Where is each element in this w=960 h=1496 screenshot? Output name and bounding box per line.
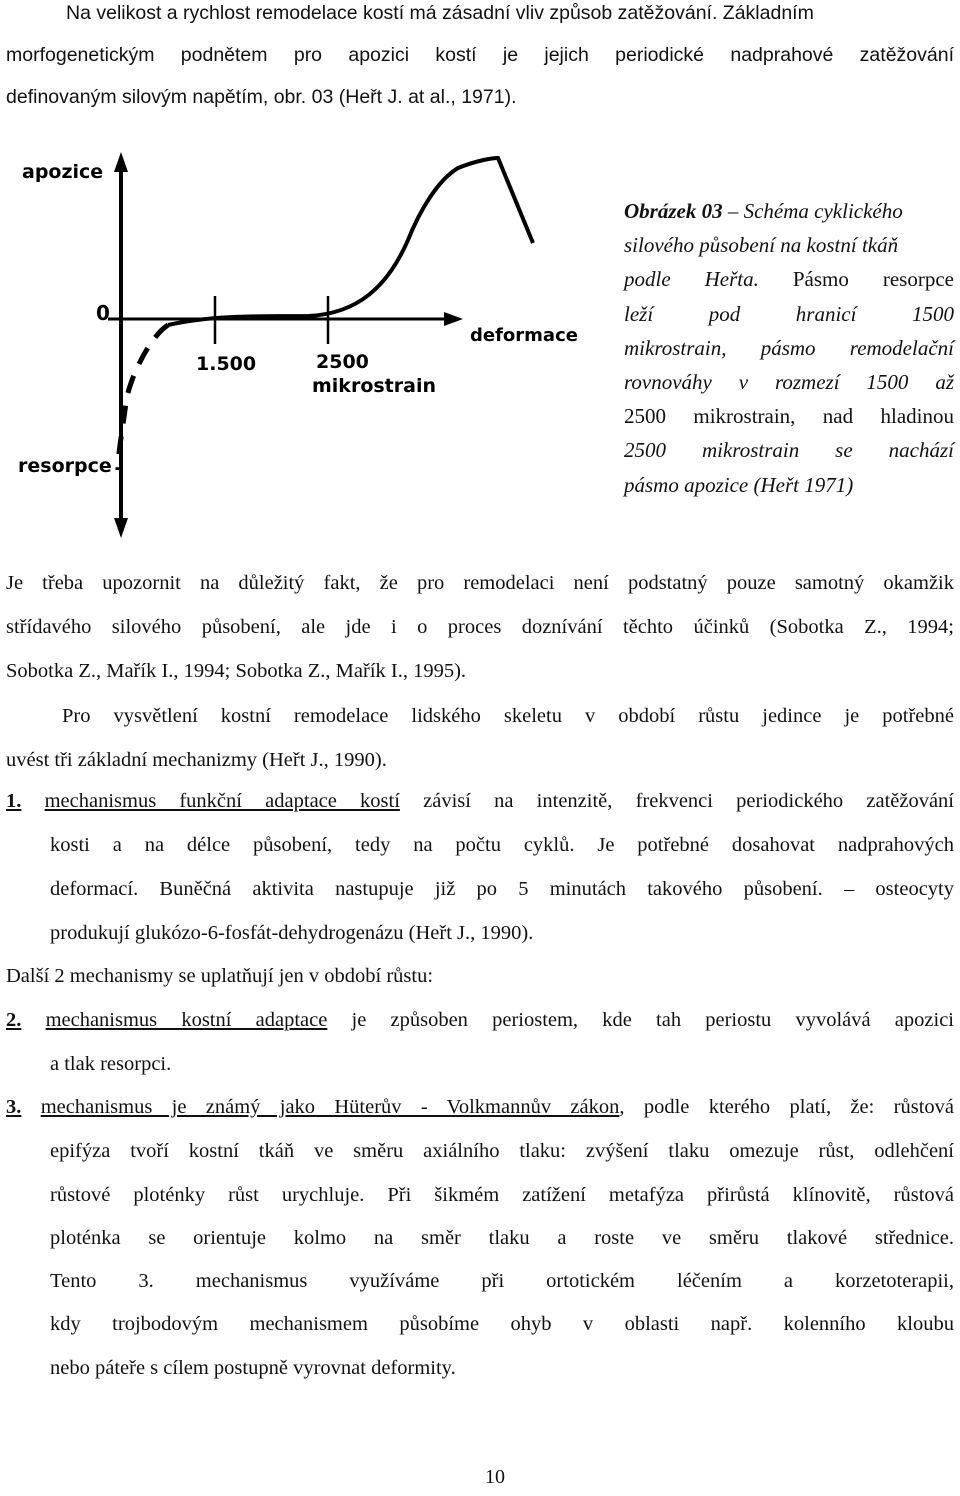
label-tick-2500: 2500 bbox=[316, 351, 369, 373]
caption-title-3: podle Heřta. bbox=[624, 267, 759, 292]
stress-curve bbox=[168, 158, 533, 325]
x-axis-arrow bbox=[444, 312, 463, 326]
label-deformace: deformace bbox=[470, 325, 578, 346]
m3-line-5: Tento 3. mechanismus využíváme při ortotickém léčením a korzetoterapii, bbox=[50, 1270, 954, 1292]
y-axis-arrow-up bbox=[114, 152, 128, 172]
figure-caption bbox=[624, 194, 954, 502]
page-number: 10 bbox=[485, 1466, 505, 1488]
m1-line-3: deformací. Buněčná aktivita nastupuje již po 5 minutách takového působení. – osteocyty bbox=[50, 878, 954, 900]
p2-line-3: Sobotka Z., Mařík I., 1994; Sobotka Z., Mařík I., 1995). bbox=[6, 660, 467, 682]
label-apozice: apozice bbox=[22, 161, 104, 183]
caption-desc-start: Pásmo resorpce bbox=[758, 267, 954, 292]
intro-line-1: Na velikost a rychlost remodelace kostí má zásadní vliv způsob zatěžování. Základním bbox=[66, 2, 814, 24]
p4-line-1: Další 2 mechanismy se uplatňují jen v období růstu: bbox=[6, 965, 434, 987]
caption-line-9: pásmo apozice (Heřt 1971) bbox=[624, 472, 854, 497]
p2-line-1: Je třeba upozornit na důležitý fakt, že pro remodelaci není podstatný pouze samotný okamžik bbox=[6, 572, 954, 594]
caption-line-7: 2500 mikrostrain, nad hladinou bbox=[624, 404, 954, 429]
m3-line-7: nebo páteře s cílem postupně vyrovnat deformity. bbox=[50, 1357, 456, 1379]
m2-line-2: a tlak resorpci. bbox=[50, 1053, 172, 1075]
caption-line-8: 2500 mikrostrain se nachází bbox=[624, 438, 954, 463]
m1-line-2: kosti a na délce působení, tedy na počtu cyklů. Je potřebné dosahovat nadprahových bbox=[50, 834, 954, 856]
caption-line-5: mikrostrain, pásmo remodelační bbox=[624, 335, 954, 360]
m3-title: mechanismus je známý jako Hüterův - Volkmannův zákon bbox=[40, 1096, 620, 1118]
caption-line-6: rovnováhy v rozmezí 1500 až bbox=[624, 370, 954, 395]
m3-line-1 bbox=[6, 1086, 954, 1129]
m3-line-2: epifýza tvoří kostní tkáň ve směru axiálního tlaku: zvýšení tlaku omezuje růst, odlehčení bbox=[50, 1140, 954, 1162]
m3-line-3: růstové ploténky růst urychluje. Při šikmém zatížení metafýza přirůstá klínovitě, růstová bbox=[50, 1184, 954, 1206]
y-axis-arrow-down bbox=[114, 518, 128, 538]
label-resorpce: resorpce bbox=[18, 455, 112, 477]
intro-line-3: definovaným silovým napětím, obr. 03 (Heřt J. at al., 1971). bbox=[6, 86, 517, 108]
label-mikrostrain: mikrostrain bbox=[312, 375, 436, 397]
m1-title: mechanismus funkční adaptace kostí bbox=[44, 790, 400, 812]
intro-line-2: morfogenetickým podnětem pro apozici kostí je jejich periodické nadprahové zatěžování bbox=[6, 44, 954, 66]
label-tick-1500: 1.500 bbox=[196, 353, 257, 375]
m3-number: 3. bbox=[6, 1096, 22, 1118]
m3-line-6: kdy trojbodovým mechanismem působíme ohyb v oblasti např. kolenního kloubu bbox=[50, 1313, 954, 1335]
m1-line-1 bbox=[6, 780, 954, 823]
caption-line-3 bbox=[624, 262, 954, 296]
m3-line-4: ploténka se orientuje kolmo na směr tlaku a roste ve směru tlakové střednice. bbox=[50, 1227, 954, 1249]
m1-text-1: závisí na intenzitě, frekvenci periodického zatěžování bbox=[399, 790, 955, 812]
stress-curve-dashed bbox=[118, 325, 168, 470]
m2-text-1: je způsoben periostem, kde tah periostu vyvolává apozici bbox=[327, 1009, 954, 1031]
caption-label: Obrázek 03 bbox=[624, 199, 723, 223]
caption-line-2: silového působení na kostní tkáň bbox=[624, 233, 899, 258]
caption-dash: – bbox=[722, 199, 744, 223]
caption-line-4: leží pod hranicí 1500 bbox=[624, 301, 954, 326]
p3-line-2: uvést tři základní mechanizmy (Heřt J., 1990). bbox=[6, 749, 387, 771]
p3-line-1: Pro vysvětlení kostní remodelace lidského skeletu v období růstu jedince je potřebné bbox=[62, 705, 954, 727]
p2-line-2: střídavého silového působení, ale jde i o proces doznívání těchto účinků (Sobotka Z., 1994; bbox=[6, 616, 954, 638]
m2-number: 2. bbox=[6, 1009, 22, 1031]
m1-line-4: produkují glukózo-6-fosfát-dehydrogenázu (Heřt J., 1990). bbox=[50, 922, 534, 944]
caption-title-1: Schéma cyklického bbox=[743, 199, 903, 223]
m2-line-1 bbox=[6, 999, 954, 1042]
label-zero: 0 bbox=[96, 301, 110, 325]
m1-number: 1. bbox=[6, 790, 22, 812]
m2-title: mechanismus kostní adaptace bbox=[45, 1009, 328, 1031]
m3-text-1: , podle kterého platí, že: růstová bbox=[619, 1096, 954, 1118]
remodelation-figure bbox=[8, 148, 608, 540]
caption-line-1 bbox=[624, 194, 954, 228]
